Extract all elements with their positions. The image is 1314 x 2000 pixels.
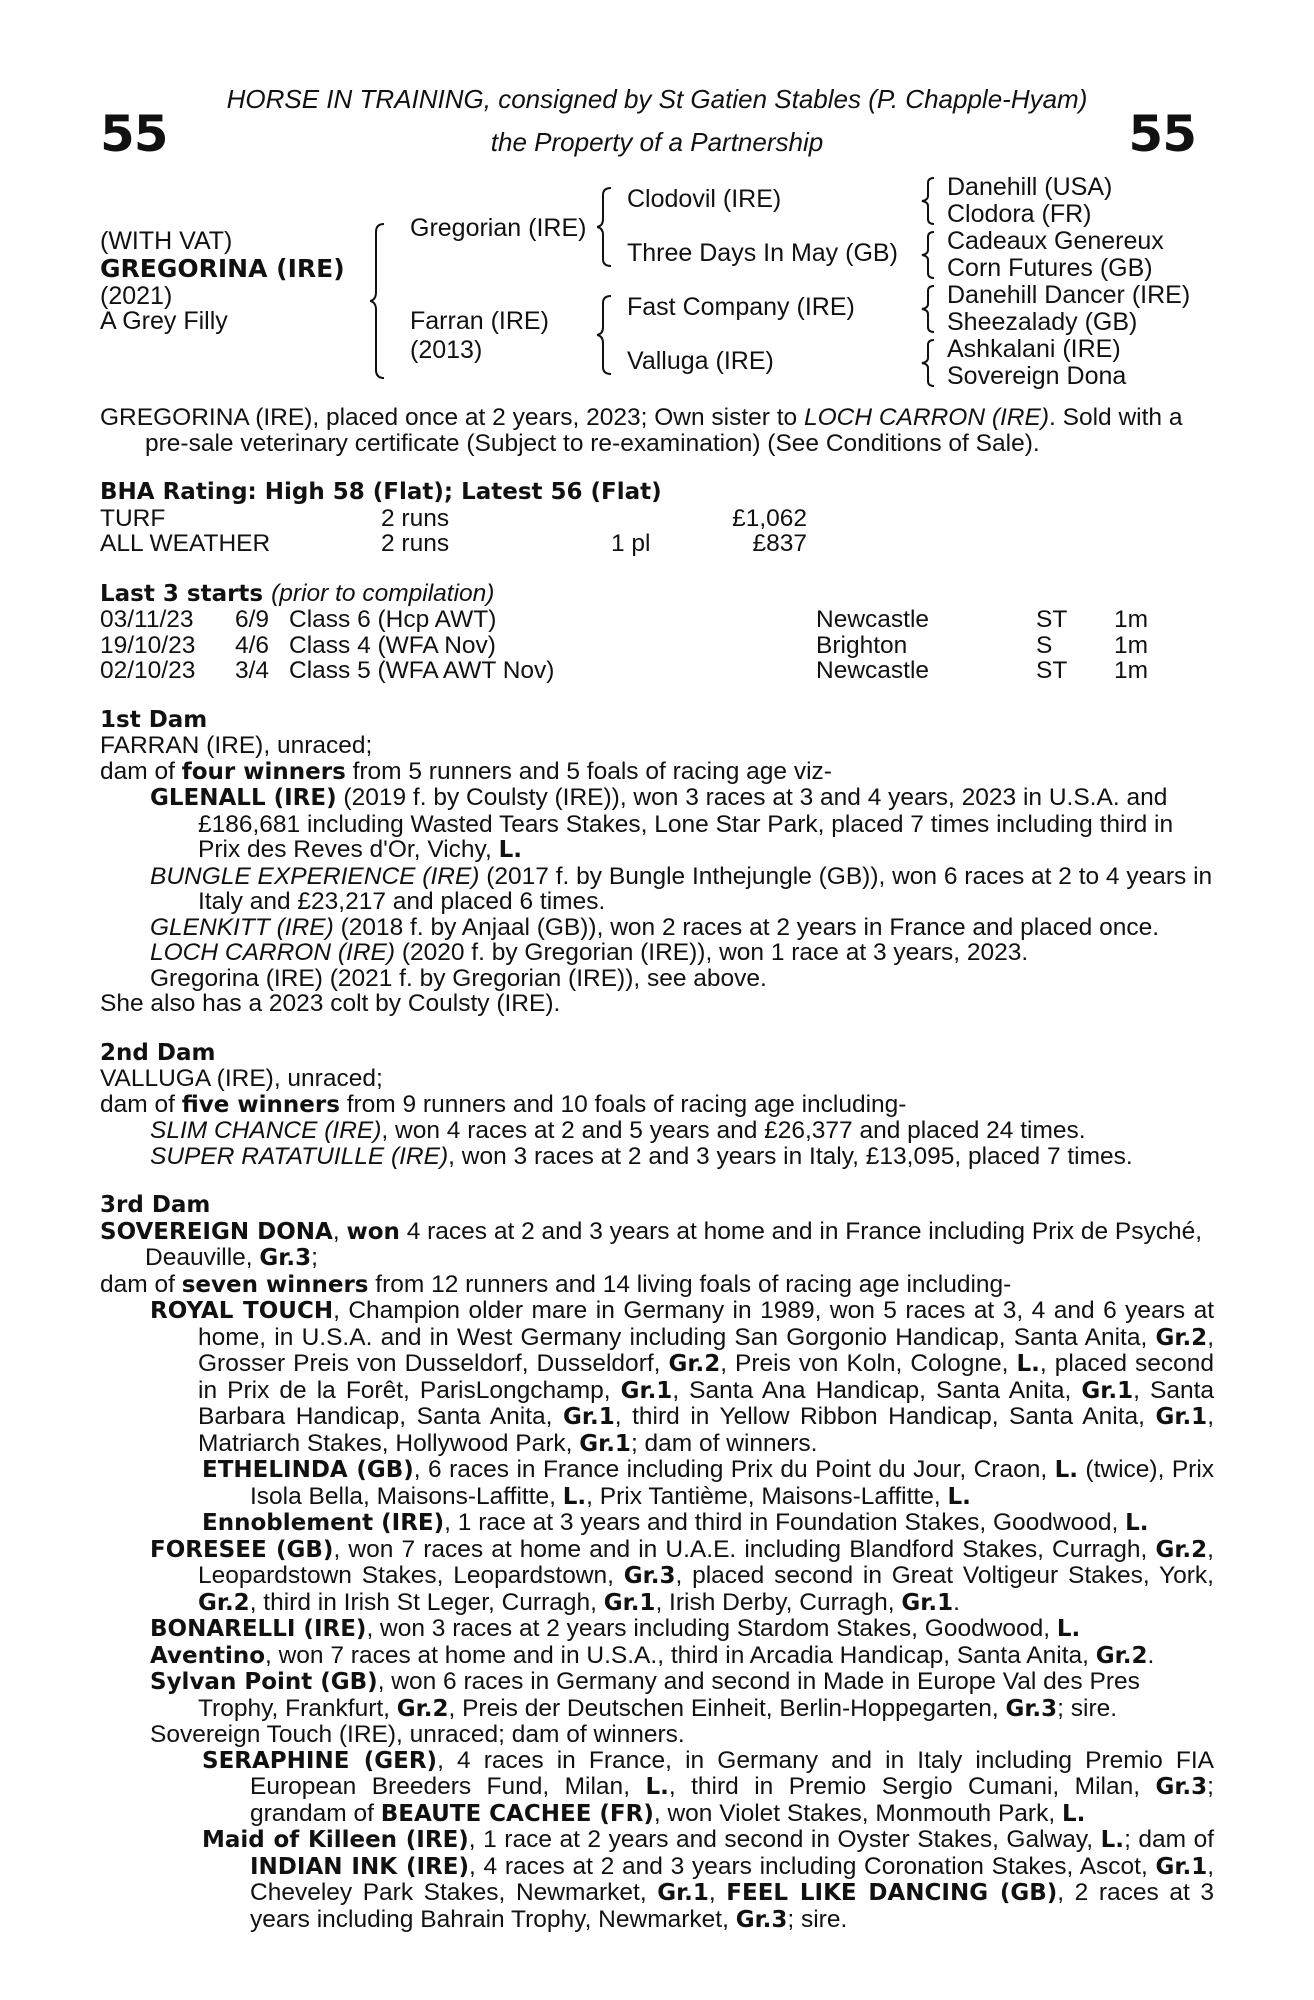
second-dam-line: VALLUGA (IRE), unraced;	[100, 1065, 383, 1092]
rating-heading: BHA Rating: High 58 (Flat); Latest 56 (Flat)	[100, 479, 662, 505]
produce-entry: Sovereign Touch (IRE), unraced; dam of winners.	[150, 1721, 685, 1748]
great-grandparent-8: Sovereign Dona	[947, 362, 1127, 390]
start-row	[100, 607, 1148, 633]
text: ; grandam of	[250, 1773, 1214, 1827]
text: , Cheveley Park Stakes, Newmarket,	[250, 1852, 1215, 1906]
first-dam-footnote: She also has a 2023 colt by Coulsty (IRE).	[100, 990, 561, 1017]
text: , Grosser Preis von Dusseldorf, Dusseldorf,	[198, 1323, 1214, 1377]
grandsire-2: Fast Company (IRE)	[627, 293, 855, 321]
text: dam of	[100, 757, 182, 785]
granddam-1: Three Days In May (GB)	[627, 239, 898, 267]
vat-label: (WITH VAT)	[100, 227, 233, 255]
race-grade: L.	[1056, 1616, 1081, 1642]
horse-name: BUNGLE EXPERIENCE (IRE)	[150, 862, 480, 890]
start-race: Class 6 (Hcp AWT)	[289, 606, 497, 633]
runs-count: 2 runs	[381, 504, 450, 532]
race-grade: Gr.2	[668, 1351, 721, 1377]
brace-gg-2	[920, 230, 938, 280]
text: .	[953, 1588, 960, 1616]
great-grandparent-2: Clodora (FR)	[947, 200, 1092, 228]
horse-name: INDIAN INK (IRE)	[250, 1853, 469, 1880]
text: , won Violet Stakes, Monmouth Park,	[653, 1799, 1062, 1827]
starts-heading	[100, 581, 1214, 608]
produce-entry	[100, 1827, 1214, 1933]
winners-count: four winners	[181, 758, 346, 785]
text: , placed second in Great Voltigeur Stakes, York,	[675, 1562, 1214, 1589]
horse-name: SOVEREIGN DONA	[100, 1218, 333, 1245]
produce-entry	[100, 940, 1214, 966]
great-grandparent-1: Danehill (USA)	[947, 173, 1113, 201]
text: , won 4 races at 2 and 5 years and £26,377 and placed 24 times.	[381, 1117, 1086, 1144]
text: 4 races at 2 and 3 years at home and in France including Prix de Psyché, Deauville,	[145, 1217, 1203, 1271]
text: , third in Yellow Ribbon Handicap, Santa Anita,	[614, 1403, 1156, 1430]
runs-count: 2 runs	[381, 530, 450, 557]
text: , won 3 races at 2 years including Stardom Stakes, Goodwood,	[366, 1615, 1057, 1642]
text: , won 6 races in Germany and second in Made in Europe Val des Pres Trophy, Frankfurt,	[198, 1668, 1140, 1722]
start-race: Class 5 (WFA AWT Nov)	[289, 657, 555, 684]
horse-name: GLENKITT (IRE)	[150, 913, 334, 941]
runs-surface: ALL WEATHER	[100, 530, 271, 557]
text: ; dam of	[1124, 1826, 1215, 1853]
sire: Gregorian (IRE)	[410, 214, 587, 242]
race-grade: Gr.3	[1005, 1695, 1058, 1722]
horse-name: FEEL LIKE DANCING (GB)	[726, 1880, 1058, 1906]
produce-entry	[100, 1144, 1214, 1170]
produce-entry	[100, 1118, 1214, 1144]
text: , third in Premio Sergio Cumani, Milan,	[668, 1773, 1156, 1800]
start-course: Newcastle	[816, 657, 930, 684]
start-course: Newcastle	[816, 606, 930, 633]
produce-entry	[100, 915, 1214, 941]
catalogue-body	[100, 405, 1214, 1933]
produce-entry	[100, 1457, 1214, 1510]
intro-conditions: . Sold with a pre-sale veterinary certificate (Subject to re-examination) (See Conditions of Sale).	[145, 404, 1183, 457]
start-going: ST	[1036, 657, 1068, 684]
text: .	[1147, 1641, 1155, 1669]
text: ; sire.	[1057, 1694, 1118, 1722]
lot-number-left: 55	[100, 105, 168, 163]
text: , won 7 races at home and in U.A.E. including Blandford Stakes, Curragh,	[333, 1535, 1156, 1563]
winners-count: five winners	[181, 1091, 340, 1118]
horse-description: A Grey Filly	[100, 307, 228, 335]
lot-number-right: 55	[1128, 105, 1196, 163]
text: , won 7 races at home and in U.S.A., third in Arcadia Handicap, Santa Anita,	[265, 1641, 1096, 1669]
race-grade: Gr.1	[901, 1589, 954, 1616]
race-grade: Gr.1	[620, 1377, 673, 1404]
start-date: 03/11/23	[100, 606, 194, 633]
text: (twice), Prix Isola Bella, Maisons-Laffitte,	[250, 1456, 1215, 1510]
race-grade: Gr.1	[603, 1589, 656, 1616]
produce-entry	[100, 1643, 1214, 1670]
dam-year: (2013)	[410, 336, 483, 364]
start-going: S	[1036, 631, 1053, 659]
horse-name: Maid of Killeen (IRE)	[202, 1827, 469, 1853]
text: , won 3 races at 2 and 3 years in Italy, £13,095, placed 7 times.	[448, 1142, 1133, 1170]
race-grade: L.	[947, 1483, 971, 1510]
text: (2019 f. by Coulsty (IRE)), won 3 races at 3 and 4 years, 2023 in U.S.A. and £186,681 including Wasted Tears Stakes, Lone Star Park, placed 7 times including third in Prix des Reves d'Or, Vichy,	[198, 784, 1174, 863]
text: , third in Irish St Leger, Curragh,	[249, 1588, 604, 1616]
start-race: Class 4 (WFA Nov)	[289, 631, 496, 659]
race-grade: Gr.2	[1155, 1536, 1208, 1563]
produce-entry	[100, 1748, 1214, 1828]
start-distance: 1m	[1114, 606, 1149, 633]
runs-surface: TURF	[100, 504, 166, 532]
first-dam-line: FARRAN (IRE), unraced;	[100, 732, 373, 759]
horse-name: BEAUTE CACHEE (FR)	[380, 1800, 654, 1827]
intro-paragraph	[100, 405, 1214, 456]
race-grade: L.	[1125, 1510, 1149, 1536]
text: , Preis der Deutschen Einheit, Berlin-Hoppegarten,	[448, 1694, 1006, 1722]
text: , 1 race at 2 years and second in Oyster Stakes, Galway,	[468, 1826, 1101, 1853]
runs-row-turf	[100, 506, 807, 532]
text: , 6 races in France including Prix du Point du Jour, Craon,	[413, 1456, 1055, 1483]
race-grade: L.	[645, 1774, 669, 1800]
property-line: the Property of a Partnership	[490, 127, 824, 157]
text: (2020 f. by Gregorian (IRE)), won 1 race at 3 years, 2023.	[395, 939, 1029, 966]
brace-gg-3	[920, 284, 938, 334]
dam: Farran (IRE)	[410, 307, 549, 335]
start-distance: 1m	[1114, 657, 1149, 684]
text: , Irish Derby, Curragh,	[655, 1588, 902, 1616]
horse-name: ETHELINDA (GB)	[202, 1457, 414, 1483]
runs-row-aw	[100, 531, 807, 557]
race-grade: Gr.3	[735, 1906, 788, 1933]
text: ; dam of winners.	[630, 1429, 818, 1457]
race-grade: Gr.1	[1155, 1853, 1208, 1880]
race-grade: Gr.2	[1095, 1642, 1148, 1669]
produce-entry	[100, 1616, 1214, 1643]
text: , 1 race at 3 years and third in Foundation Stakes, Goodwood,	[444, 1509, 1126, 1536]
race-grade: Gr.2	[1155, 1324, 1208, 1351]
produce-entry	[100, 1537, 1214, 1617]
horse-name: SLIM CHANCE (IRE)	[150, 1117, 382, 1144]
text: , Leopardstown Stakes, Leopardstown,	[198, 1535, 1214, 1589]
text: , Champion older mare in Germany in 1989, won 5 races at 3, 4 and 6 years at home, in U.S.A. and in West Germany including San Gorgonio Handicap, Santa Anita,	[198, 1297, 1214, 1351]
first-dam-produce-line	[100, 759, 1214, 786]
horse-name: BONARELLI (IRE)	[150, 1616, 367, 1642]
third-dam-line	[100, 1219, 1214, 1272]
horse-year: (2021)	[100, 282, 173, 310]
great-grandparent-5: Danehill Dancer (IRE)	[947, 281, 1191, 309]
horse-name: ROYAL TOUCH	[150, 1298, 334, 1324]
runs-placed: 1 pl	[611, 530, 651, 557]
text: from 9 runners and 10 foals of racing age including-	[339, 1090, 907, 1118]
race-grade: Gr.3	[1155, 1774, 1208, 1800]
race-grade: L.	[1061, 1800, 1086, 1827]
brace-dam	[597, 294, 617, 376]
text: , Prix Tantième, Maisons-Laffitte,	[586, 1482, 948, 1510]
intro-sister: LOCH CARRON (IRE)	[803, 404, 1049, 431]
starts-table	[100, 607, 1148, 684]
horse-name: Sylvan Point (GB)	[150, 1669, 378, 1695]
text: , 4 races at 2 and 3 years including Coronation Stakes, Ascot,	[469, 1852, 1156, 1880]
produce-entry	[100, 864, 1214, 915]
runs-table	[100, 506, 807, 557]
produce-entry	[100, 1669, 1214, 1722]
horse-name: GLENALL (IRE)	[150, 785, 337, 811]
text: , 2 races at 3 years including Bahrain Trophy, Newmarket,	[250, 1879, 1214, 1933]
horse-name: FORESEE (GB)	[150, 1536, 334, 1563]
produce-entry	[100, 1510, 1214, 1537]
race-grade: L.	[562, 1483, 587, 1510]
great-grandparent-6: Sheezalady (GB)	[947, 308, 1138, 336]
race-grade: Gr.2	[198, 1589, 250, 1616]
runs-prize: £1,062	[732, 504, 807, 532]
text: dam of	[100, 1090, 182, 1118]
horse-name: LOCH CARRON (IRE)	[150, 939, 396, 966]
text: ;	[311, 1244, 318, 1271]
text: , placed second in Prix de la Forêt, ParisLongchamp,	[198, 1350, 1214, 1404]
runs-placed	[611, 506, 696, 532]
race-grade: L.	[1054, 1457, 1078, 1483]
start-position: 6/9	[235, 606, 270, 633]
third-dam-heading: 3rd Dam	[100, 1192, 211, 1218]
great-grandparent-3: Cadeaux Genereux	[947, 227, 1164, 255]
horse-name: GREGORINA (IRE)	[100, 254, 345, 283]
start-position: 3/4	[235, 657, 270, 684]
race-grade: L.	[1100, 1827, 1125, 1853]
produce-entry	[100, 1298, 1214, 1457]
second-dam-produce-line	[100, 1092, 1214, 1119]
granddam-2: Valluga (IRE)	[627, 347, 774, 375]
third-dam-produce-line	[100, 1272, 1214, 1299]
start-position: 4/6	[235, 631, 270, 659]
second-dam-heading: 2nd Dam	[100, 1039, 216, 1066]
consignor-line: HORSE IN TRAINING, consigned by St Gatien Stables (P. Chapple-Hyam)	[226, 84, 1088, 114]
produce-entry	[100, 785, 1214, 864]
race-grade: Gr.2	[396, 1695, 449, 1722]
race-grade: Gr.1	[1081, 1377, 1134, 1404]
horse-name: Ennoblement (IRE)	[202, 1510, 445, 1536]
text: , 4 races in France, in Germany and in Italy including Premio FIA European Breeders Fund, Milan,	[250, 1746, 1215, 1800]
text: , Matriarch Stakes, Hollywood Park,	[198, 1403, 1214, 1457]
text: , Santa Ana Handicap, Santa Anita,	[672, 1376, 1082, 1404]
start-date: 19/10/23	[100, 631, 196, 659]
race-grade: L.	[498, 837, 523, 863]
text: ; sire.	[787, 1905, 848, 1933]
starts-note: (prior to compilation)	[271, 579, 495, 607]
race-grade: Gr.1	[1155, 1404, 1208, 1430]
intro-text: GREGORINA (IRE), placed once at 2 years, 2023; Own sister to	[100, 404, 804, 431]
winners-count: seven winners	[181, 1271, 369, 1298]
starts-title: Last 3 starts	[100, 580, 264, 607]
start-row	[100, 658, 1148, 684]
text: dam of	[100, 1270, 182, 1298]
text: from 5 runners and 5 foals of racing age viz-	[345, 757, 832, 785]
horse-name: SERAPHINE (GER)	[202, 1747, 438, 1774]
grandsire-1: Clodovil (IRE)	[627, 185, 782, 213]
race-grade: Gr.3	[259, 1245, 312, 1271]
start-distance: 1m	[1114, 631, 1149, 659]
great-grandparent-4: Corn Futures (GB)	[947, 254, 1153, 282]
race-grade: Gr.1	[563, 1404, 615, 1430]
great-grandparent-7: Ashkalani (IRE)	[947, 335, 1121, 363]
race-grade: Gr.1	[657, 1880, 709, 1906]
runs-prize: £837	[752, 530, 807, 557]
start-row	[100, 633, 1148, 659]
start-going: ST	[1036, 606, 1068, 633]
start-course: Brighton	[816, 631, 908, 659]
first-dam-heading: 1st Dam	[100, 706, 208, 733]
horse-name: SUPER RATATUILLE (IRE)	[150, 1142, 449, 1170]
race-grade: Gr.1	[579, 1430, 631, 1457]
text: ,	[332, 1217, 347, 1245]
brace-gg-1	[920, 176, 938, 226]
text: , Santa Barbara Handicap, Santa Anita,	[198, 1376, 1215, 1430]
brace-sire	[597, 186, 617, 268]
text: , Preis von Koln, Cologne,	[720, 1350, 1017, 1377]
horse-name: Aventino	[150, 1642, 265, 1669]
text: ,	[708, 1879, 727, 1906]
race-grade: L.	[1016, 1351, 1040, 1377]
start-date: 02/10/23	[100, 657, 196, 684]
race-grade: Gr.3	[623, 1563, 676, 1589]
text: (2017 f. by Bungle Inthejungle (GB)), won 6 races at 2 to 4 years in Italy and £23,217 and placed 6 times.	[198, 862, 1213, 915]
brace-gg-4	[920, 338, 938, 388]
text: (2018 f. by Anjaal (GB)), won 2 races at 2 years in France and placed once.	[333, 913, 1160, 941]
text: from 12 runners and 14 living foals of racing age including-	[368, 1270, 1012, 1298]
produce-entry: Gregorina (IRE) (2021 f. by Gregorian (IRE)), see above.	[150, 964, 767, 992]
won-label: won	[346, 1218, 400, 1245]
brace-horse	[370, 222, 390, 380]
